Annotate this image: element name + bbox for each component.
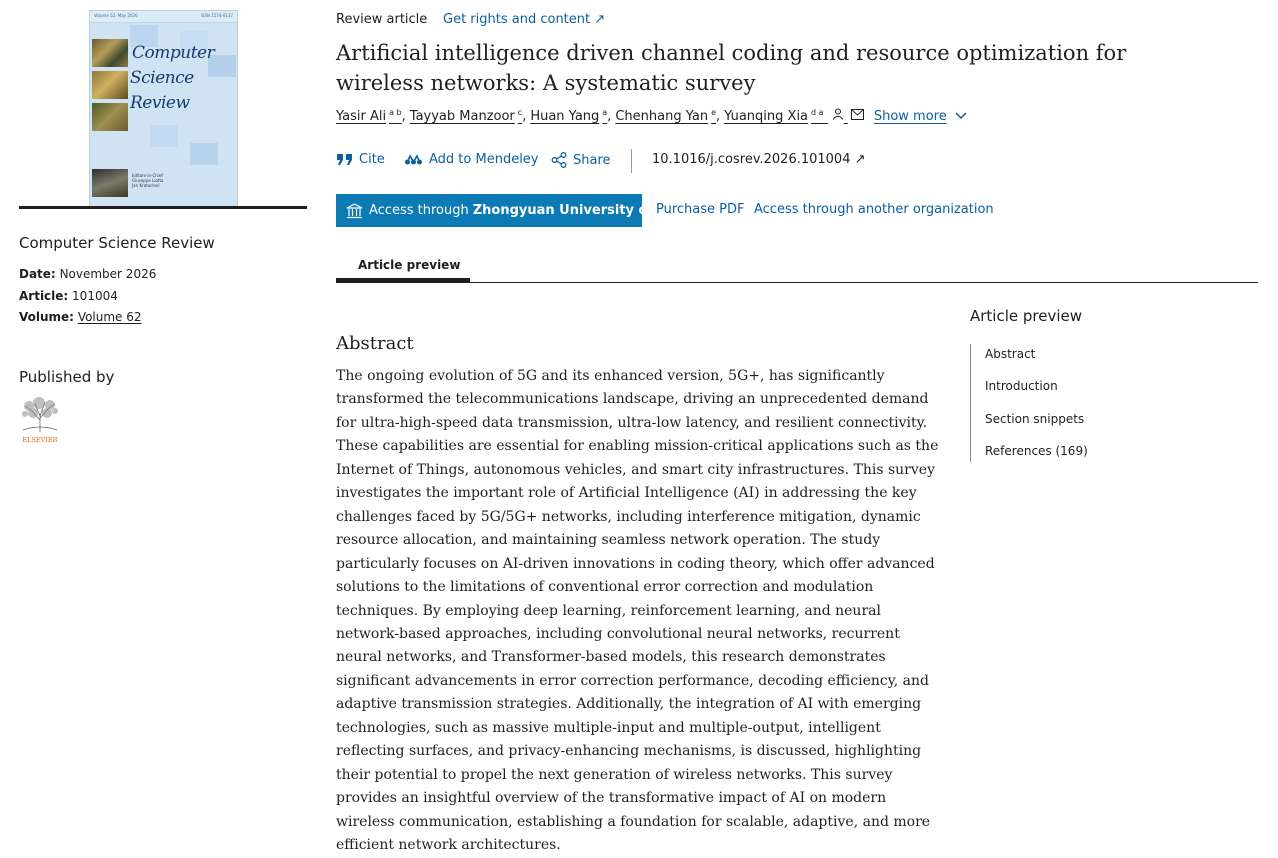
cover-header (90, 11, 237, 23)
elsevier-wordmark: ELSEVIER (22, 436, 58, 444)
outline-title: Article preview (970, 307, 1083, 325)
article-line (19, 289, 118, 303)
author-link[interactable]: Yuanqing Xia $^{d a}$ (724, 108, 864, 124)
tab-article-preview[interactable]: Article preview (358, 258, 461, 272)
date-label: Date: (19, 267, 56, 281)
add-to-mendeley-button[interactable] (404, 152, 539, 167)
person-icon (832, 108, 844, 120)
author-link[interactable]: Chenhang Yan $^e$ (615, 108, 717, 124)
chevron-down-icon[interactable] (954, 111, 968, 121)
author-list: Yasir Ali $^{a b}$ , Tayyab Manzoor $^c$ , Huan Yang $^a$ , Chenhang Yan $^e$ , Yuanqing Xia $^{d a}$ Show more (336, 108, 968, 124)
show-more-button[interactable]: Show more (873, 108, 947, 124)
outline-item-section-snippets[interactable]: Section snippets (985, 412, 1085, 426)
cite-label: Cite (359, 152, 385, 167)
doi-link[interactable]: 10.1016/j.cosrev.2026.101004 ↗ (652, 152, 866, 167)
cover-title: Computer Science Review (130, 43, 215, 113)
author-link[interactable]: Yasir Ali $^{a b}$ (336, 108, 402, 124)
mendeley-icon (404, 153, 423, 166)
outline-item-abstract[interactable]: Abstract (985, 347, 1036, 361)
sidebar-divider (19, 206, 307, 209)
institution-icon (346, 203, 363, 219)
journal-cover[interactable] (89, 10, 238, 207)
outline-item-introduction[interactable]: Introduction (985, 379, 1058, 393)
outline-item-references[interactable]: References (169) (985, 444, 1088, 458)
access-another-organization-link[interactable]: Access through another organization (754, 202, 994, 217)
share-label: Share (573, 152, 611, 168)
toolbar-divider (631, 149, 632, 173)
journal-name[interactable]: Computer Science Review (19, 234, 215, 252)
access-through-institution-button[interactable] (336, 194, 680, 227)
cite-icon (336, 153, 353, 166)
author-link[interactable]: Tayyab Manzoor $^c$ (409, 108, 523, 124)
access-prefix: Access through (369, 203, 469, 218)
date-value: November 2026 (59, 267, 157, 281)
author-link[interactable]: Huan Yang $^a$ (530, 108, 608, 124)
published-by-label: Published by (19, 368, 115, 386)
mendeley-label: Add to Mendeley (429, 152, 539, 167)
article-title: Artificial intelligence driven channel coding and resource optimization for wireless networks: A systematic survey (336, 41, 1127, 95)
share-button[interactable] (551, 152, 611, 168)
volume-line (19, 310, 142, 324)
outline-divider (970, 344, 971, 462)
article-value: 101004 (72, 289, 118, 303)
purchase-pdf-link[interactable]: Purchase PDF (656, 202, 745, 217)
cover-issn-text: ISSN 1574-0137 (200, 13, 233, 18)
tab-divider (336, 282, 1258, 283)
mail-icon (851, 109, 864, 120)
abstract-heading: Abstract (336, 333, 414, 354)
date-line (19, 267, 156, 281)
article-label: Article: (19, 289, 69, 303)
elsevier-logo[interactable] (19, 396, 61, 444)
access-institution: Zhongyuan University of T... (472, 203, 680, 218)
volume-label: Volume: (19, 310, 74, 324)
abstract-text: The ongoing evolution of 5G and its enhanced version, 5G+, has significantly transformed the telecommunications landscape, driving an unprecedented demand for ultra-high-speed data transmission, ultra-low latency, and resilient connectivity. These capabilities are essential for enabling mission-critical applications such as the Internet of Things, autonomous vehicles, and smart city infrastructures. This survey investigates the important role of Artificial Intelligence (AI) in addressing the key challenges faced by 5G/5G+ networks, including interference mitigation, dynamic resource allocation, and maintaining seamless network operation. The study particularly focuses on AI-driven innovations in coding theory, which offer advanced solutions to the limitations of conventional error correction and modulation techniques. By employing deep learning, reinforcement learning, and neural network-based approaches, including convolutional neural networks, recurrent neural networks, and Transformer-based models, this research demonstrates significant advancements in error correction performance, decoding efficiency, and adaptive transmission strategies. Additionally, the integration of AI with emerging technologies, such as massive multiple-input and multiple-output, intelligent reflecting surfaces, and privacy-enhancing mechanisms, is discussed, highlighting their potential to propel the next generation of wireless networks. This survey provides an insightful overview of the transformative impact of AI on modern wireless communication, establishing a foundation for scalable, adaptive, and more efficient network architectures. (336, 368, 939, 854)
share-icon (551, 152, 567, 168)
cover-bottom-image (92, 169, 128, 197)
rights-link[interactable]: Get rights and content ↗ (443, 12, 606, 27)
volume-link[interactable]: Volume 62 (77, 310, 142, 324)
cite-button[interactable] (336, 152, 385, 167)
cover-editors: Editors-in-Chief Giuseppe Liotta Jan Kratochvíl (132, 173, 164, 188)
article-type: Review article (336, 12, 428, 27)
cover-volume-text: Volume 62, May 2026 (94, 13, 138, 18)
elsevier-tree-icon (19, 396, 61, 444)
